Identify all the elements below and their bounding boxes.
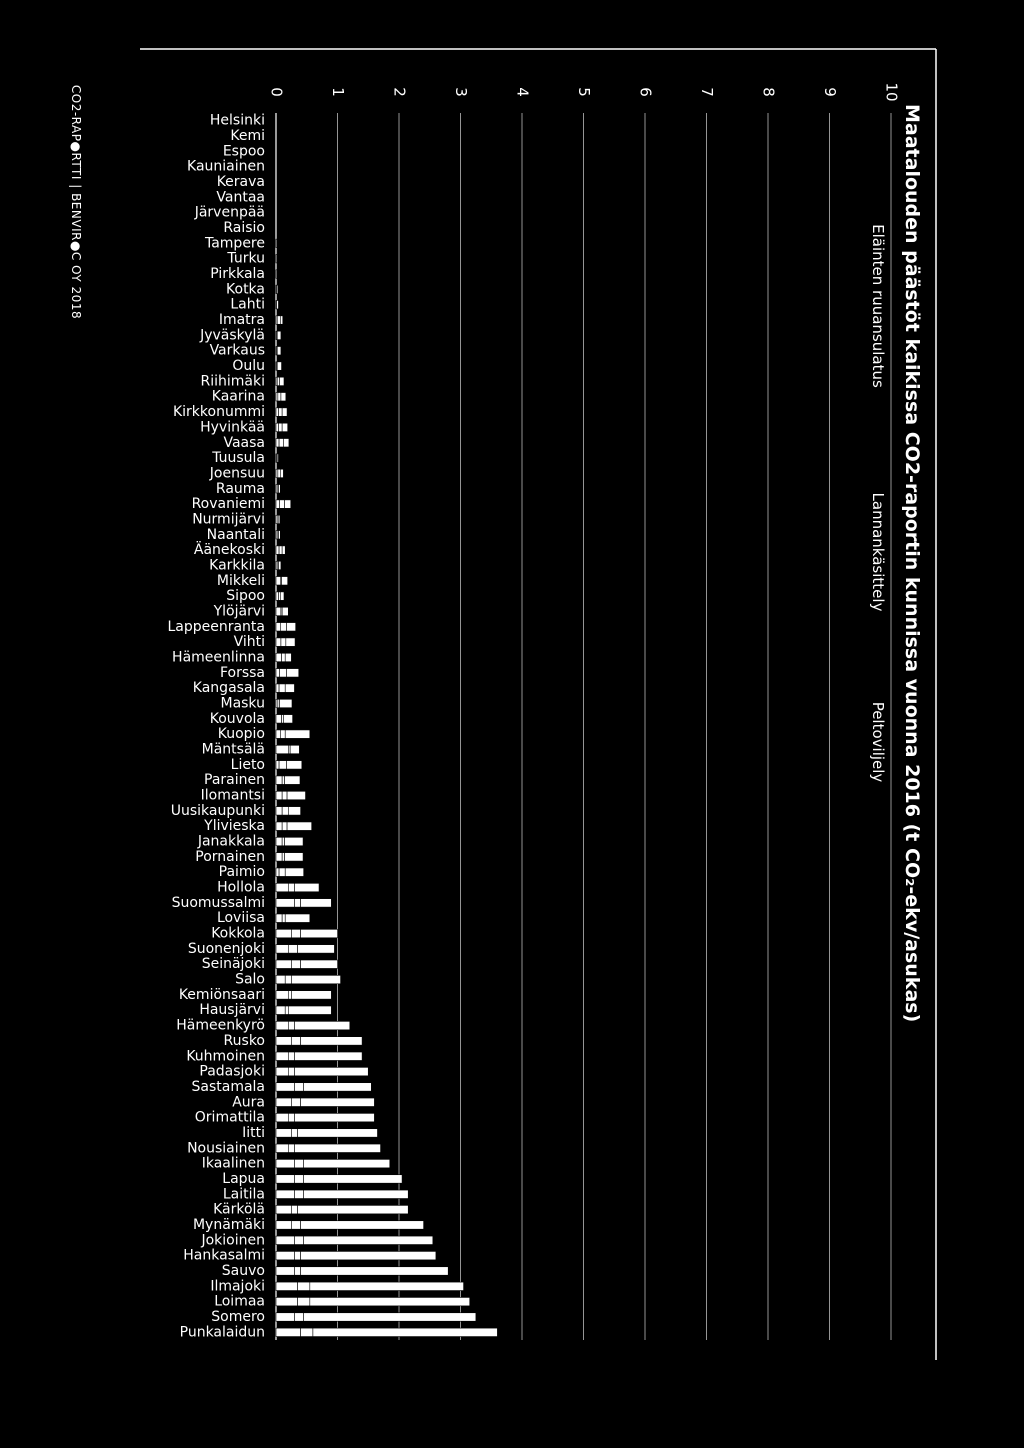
bar-segment — [276, 1098, 291, 1106]
category-label: Parainen — [204, 772, 265, 789]
category-label: Lappeenranta — [167, 618, 265, 635]
bar-segment — [288, 1021, 294, 1029]
bar-segment — [277, 316, 280, 324]
bar-segment — [276, 1113, 288, 1121]
bar-segment — [291, 960, 300, 968]
category-label: Pornainen — [195, 848, 265, 865]
category-label: Salo — [235, 971, 265, 988]
bar-segment — [281, 393, 286, 401]
bars — [276, 239, 497, 1336]
chart-title: Maatalouden päästöt kaikissa CO2-raportin kunnissa vuonna 2016 (t CO₂-ekv/asukas) — [901, 104, 923, 1023]
category-label: Lapua — [222, 1170, 265, 1187]
bar-segment — [278, 485, 280, 493]
category-label: Seinäjoki — [201, 956, 265, 973]
bar-segment — [279, 868, 285, 876]
category-label: Lieto — [230, 756, 265, 773]
bar-segment — [285, 914, 310, 922]
bar-segment — [288, 1144, 294, 1152]
bar-segment — [282, 607, 288, 615]
bar-segment — [276, 1221, 291, 1229]
category-label: Ikaalinen — [201, 1155, 265, 1172]
bar-segment — [276, 239, 277, 247]
bar-segment — [291, 975, 340, 983]
bar-segment — [276, 837, 282, 845]
bar-segment — [276, 715, 282, 723]
bar-segment — [294, 883, 319, 891]
category-label: Suonenjoki — [187, 940, 265, 957]
bar-segment — [279, 684, 285, 692]
bar-segment — [291, 929, 300, 937]
bar-segment — [280, 592, 284, 600]
bar-segment — [288, 991, 291, 999]
bar-segment — [294, 1267, 300, 1275]
bar-segment — [291, 1098, 300, 1106]
tick-label: 6 — [636, 87, 655, 97]
bar-segment — [276, 883, 288, 891]
bar-segment — [276, 1159, 294, 1167]
bar-segment — [288, 883, 294, 891]
category-label: Jyväskylä — [200, 327, 265, 344]
bar-segment — [279, 546, 282, 554]
legend-item-manure: Lannankäsittely — [869, 492, 887, 612]
bar-segment — [276, 1328, 301, 1336]
bar-segment — [276, 623, 280, 631]
bar-segment — [278, 423, 282, 431]
bar-segment — [282, 653, 286, 661]
bar-segment — [301, 899, 332, 907]
bar-segment — [301, 1328, 313, 1336]
bar-segment — [301, 929, 338, 937]
category-label: Nousiainen — [187, 1140, 265, 1157]
bar-segment — [276, 638, 281, 646]
category-label: Hyvinkää — [200, 419, 265, 436]
bar-segment — [276, 761, 279, 769]
category-label: Somero — [211, 1308, 265, 1325]
bar-segment — [294, 1052, 362, 1060]
bar-segment — [276, 1190, 294, 1198]
bar-segment — [277, 285, 278, 293]
category-label: Kemiönsaari — [178, 986, 265, 1003]
category-label: Riihimäki — [200, 373, 265, 390]
bar-segment — [276, 822, 282, 830]
tick-label: 8 — [759, 87, 778, 97]
bar-segment — [280, 469, 283, 477]
category-label: Hollola — [217, 879, 265, 896]
tick-label: 9 — [821, 87, 839, 97]
bar-segment — [280, 730, 285, 738]
category-label: Orimattila — [194, 1109, 265, 1126]
category-label: Vantaa — [216, 189, 265, 206]
category-label: Kangasala — [192, 680, 265, 697]
category-label: Hämeenlinna — [172, 649, 265, 666]
category-label: Hankasalmi — [183, 1247, 265, 1264]
bar-segment — [276, 1052, 288, 1060]
bar-segment — [282, 853, 284, 861]
category-label: Helsinki — [209, 112, 265, 129]
bar-segment — [276, 1313, 294, 1321]
bar-segment — [276, 1083, 294, 1091]
bar-segment — [294, 1313, 303, 1321]
bar-segment — [301, 960, 338, 968]
bar-segment — [294, 1236, 303, 1244]
bar-segment — [288, 807, 300, 815]
bar-segment — [288, 1006, 331, 1014]
bar-segment — [276, 423, 278, 431]
category-label: Imatra — [218, 312, 265, 329]
bar-segment — [282, 914, 285, 922]
category-label: Kerava — [216, 174, 265, 191]
bar-segment — [276, 776, 282, 784]
category-label: Padasjoki — [199, 1063, 265, 1080]
bar-segment — [276, 868, 279, 876]
bar-segment — [286, 623, 295, 631]
bar-segment — [276, 791, 282, 799]
category-label: Hämeenkyrö — [176, 1017, 265, 1034]
bar-segment — [280, 316, 282, 324]
bar-segment — [301, 1098, 375, 1106]
bar-segment — [276, 1251, 294, 1259]
category-label: Rusko — [223, 1032, 265, 1049]
bar-segment — [286, 761, 301, 769]
category-label: Tuusula — [212, 450, 265, 467]
tick-label: 2 — [390, 87, 409, 97]
legend-item-digestion: Eläinten ruuansulatus — [869, 224, 887, 388]
bar-segment — [285, 853, 303, 861]
category-label: Janakkala — [197, 833, 265, 850]
bar-segment — [282, 577, 288, 585]
bar-segment — [276, 1021, 288, 1029]
bar-segment — [280, 623, 286, 631]
bar-segment — [285, 837, 303, 845]
category-label: Pirkkala — [210, 266, 265, 283]
bar-segment — [278, 531, 280, 539]
bar-segment — [276, 254, 277, 262]
bar-segment — [294, 899, 300, 907]
category-label: Sastamala — [191, 1078, 265, 1095]
bar-segment — [301, 1267, 449, 1275]
category-label: Suomussalmi — [171, 894, 265, 911]
category-label: Mynämäki — [192, 1216, 265, 1233]
bar-segment — [283, 439, 289, 447]
bar-segment — [276, 577, 280, 585]
bar-segment — [276, 960, 291, 968]
category-label: Kotka — [226, 281, 265, 298]
bar-segment — [285, 730, 310, 738]
tick-label: 0 — [267, 87, 286, 97]
bar-segment — [304, 1159, 390, 1167]
bar-segment — [278, 561, 280, 569]
category-label: Jokioinen — [201, 1232, 265, 1249]
bar-segment — [298, 945, 335, 953]
bar-segment — [281, 638, 286, 646]
bar-segment — [279, 439, 283, 447]
category-label: Kirkkonummi — [172, 404, 265, 421]
category-label: Sipoo — [226, 588, 265, 605]
bar-segment — [279, 515, 280, 523]
bar-segment — [276, 592, 278, 600]
category-label: Sauvo — [221, 1262, 265, 1279]
bar-segment — [277, 377, 279, 385]
bar-segment — [276, 1144, 288, 1152]
bar-segment — [310, 1282, 464, 1290]
bar-segment — [298, 1297, 310, 1305]
bar-segment — [294, 1144, 380, 1152]
category-label: Kaarina — [211, 388, 265, 405]
bar-segment — [282, 408, 287, 416]
bar-segment — [294, 1067, 368, 1075]
bar-segment — [276, 439, 279, 447]
bar-segment — [276, 1236, 294, 1244]
bar-segment — [298, 1205, 409, 1213]
category-label: Varkaus — [209, 342, 265, 359]
bar-segment — [282, 822, 287, 830]
bar-segment — [277, 347, 281, 355]
category-label: Vihti — [233, 634, 265, 651]
bar-segment — [285, 653, 291, 661]
category-label: Lahti — [230, 296, 265, 313]
bar-segment — [276, 745, 288, 753]
bar-segment — [301, 1221, 424, 1229]
bar-segment — [279, 761, 286, 769]
category-label: Karkkila — [209, 557, 265, 574]
bar-segment — [278, 408, 282, 416]
category-label: Ylöjärvi — [213, 603, 265, 620]
category-label: Mäntsälä — [201, 741, 265, 758]
bar-segment — [285, 1006, 288, 1014]
category-label: Loimaa — [214, 1293, 265, 1310]
bar-segment — [285, 776, 300, 784]
bar-segment — [288, 1067, 294, 1075]
bar-segment — [285, 684, 294, 692]
category-label: Kemi — [230, 128, 265, 145]
category-label: Äänekoski — [193, 542, 265, 559]
bar-segment — [285, 868, 303, 876]
bar-segment — [276, 270, 277, 278]
category-label: Mikkeli — [216, 572, 265, 589]
bar-segment — [280, 669, 287, 677]
category-label: Tampere — [204, 235, 265, 252]
bar-segment — [276, 607, 281, 615]
bar-segment — [280, 699, 292, 707]
tick-label: 10 — [882, 82, 901, 102]
legend-item-crops: Peltoviljely — [869, 701, 887, 783]
bar-segment — [294, 1190, 303, 1198]
tick-label: 5 — [575, 87, 593, 97]
bar-segment — [277, 454, 278, 462]
bar-segment — [301, 1037, 363, 1045]
bar-segment — [276, 684, 279, 692]
category-label: Nurmijärvi — [192, 511, 265, 528]
bar-segment — [288, 945, 297, 953]
bar-segment — [291, 991, 331, 999]
bar-segment — [285, 975, 291, 983]
bar-segment — [276, 807, 282, 815]
category-label: Laitila — [222, 1186, 265, 1203]
bar-segment — [287, 791, 305, 799]
bar-segment — [282, 776, 284, 784]
bar-segment — [294, 1083, 303, 1091]
bar-segment — [276, 408, 278, 416]
bar-segment — [276, 1037, 291, 1045]
bar-segment — [294, 1021, 349, 1029]
bar-segment — [313, 1328, 498, 1336]
bar-segment — [294, 1175, 303, 1183]
bar-segment — [294, 1251, 300, 1259]
category-label: Loviisa — [216, 910, 265, 927]
bar-segment — [298, 1282, 310, 1290]
bar-segment — [304, 1313, 476, 1321]
category-label: Rovaniemi — [191, 496, 265, 513]
category-label: Ilmajoki — [210, 1278, 265, 1295]
category-label: Ylivieska — [204, 818, 265, 835]
tick-label: 7 — [698, 87, 716, 97]
bar-segment — [304, 1236, 433, 1244]
category-label: Hausjärvi — [199, 1002, 265, 1019]
category-label: Kouvola — [209, 710, 265, 727]
bar-segment — [286, 669, 298, 677]
category-label: Masku — [220, 695, 265, 712]
category-label: Joensuu — [209, 465, 265, 482]
bar-segment — [276, 1129, 291, 1137]
bar-segment — [288, 1113, 294, 1121]
bar-segment — [304, 1175, 402, 1183]
bar-segment — [276, 853, 282, 861]
bar-segment — [282, 807, 288, 815]
category-label: Espoo — [222, 143, 265, 160]
bar-segment — [287, 822, 312, 830]
bar-segment — [290, 745, 299, 753]
category-label: Uusikaupunki — [170, 802, 265, 819]
bar-segment — [276, 1067, 288, 1075]
category-label: Forssa — [219, 664, 265, 681]
category-label: Kuopio — [217, 726, 265, 743]
bar-segment — [288, 1052, 294, 1060]
category-label: Rauma — [215, 480, 265, 497]
category-label: Kokkola — [211, 925, 265, 942]
category-label: Turku — [227, 250, 265, 267]
bar-segment — [282, 837, 284, 845]
bar-segment — [294, 1159, 303, 1167]
bar-segment — [276, 945, 288, 953]
bar-segment — [276, 1175, 294, 1183]
bar-segment — [276, 1205, 291, 1213]
category-label: Vaasa — [223, 434, 265, 451]
gridlines — [276, 113, 891, 1340]
bar-segment — [304, 1190, 409, 1198]
bar-segment — [285, 500, 291, 508]
bar-segment — [276, 653, 282, 661]
bar-segment — [276, 929, 291, 937]
bar-segment — [304, 1083, 372, 1091]
bar-segment — [294, 1113, 374, 1121]
bar-segment — [276, 1282, 298, 1290]
bar-segment — [276, 914, 282, 922]
category-label: Punkalaidun — [179, 1324, 265, 1341]
bar-segment — [301, 1251, 436, 1259]
bar-segment — [276, 730, 280, 738]
category-label: Ilomantsi — [200, 787, 265, 804]
bar-segment — [276, 991, 288, 999]
bar-segment — [276, 899, 294, 907]
bar-segment — [276, 669, 280, 677]
category-label: Raisio — [223, 220, 265, 237]
category-label: Oulu — [232, 358, 265, 375]
bar-segment — [276, 975, 285, 983]
category-label: Kärkölä — [213, 1201, 265, 1218]
bar-segment — [277, 331, 281, 339]
category-labels — [167, 113, 265, 1341]
bar-segment — [280, 377, 284, 385]
bar-segment — [276, 1267, 294, 1275]
bar-segment — [277, 362, 281, 370]
bar-segment — [277, 301, 279, 309]
bar-segment — [276, 546, 279, 554]
bar-segment — [291, 1221, 300, 1229]
tick-label: 1 — [329, 87, 347, 97]
tick-label: 3 — [452, 87, 470, 97]
bar-segment — [282, 423, 288, 431]
bar-segment — [276, 500, 280, 508]
category-label: Naantali — [206, 526, 265, 543]
bar-segment — [278, 469, 280, 477]
category-label: Kauniainen — [187, 158, 265, 175]
category-label: Paimio — [218, 864, 265, 881]
side-credit: CO2-RAP●RTTI | BENVIR●C OY 2018 — [69, 84, 83, 320]
bar-segment — [280, 500, 285, 508]
axis-ticks — [268, 82, 901, 101]
bar-segment — [278, 393, 281, 401]
category-label: Kuhmoinen — [186, 1048, 265, 1065]
category-label: Aura — [232, 1094, 265, 1111]
category-label: Iitti — [242, 1124, 265, 1141]
bar-segment — [310, 1297, 470, 1305]
bar-segment — [282, 546, 285, 554]
bar-segment — [286, 638, 295, 646]
tick-label: 4 — [513, 87, 532, 97]
bar-segment — [291, 1129, 297, 1137]
bar-segment — [291, 1037, 300, 1045]
category-label: Järvenpää — [194, 204, 265, 221]
bar-segment — [282, 791, 287, 799]
bar-segment — [276, 1297, 298, 1305]
bar-segment — [283, 715, 292, 723]
bar-segment — [276, 1006, 285, 1014]
bar-segment — [298, 1129, 378, 1137]
bar-segment — [291, 1205, 297, 1213]
